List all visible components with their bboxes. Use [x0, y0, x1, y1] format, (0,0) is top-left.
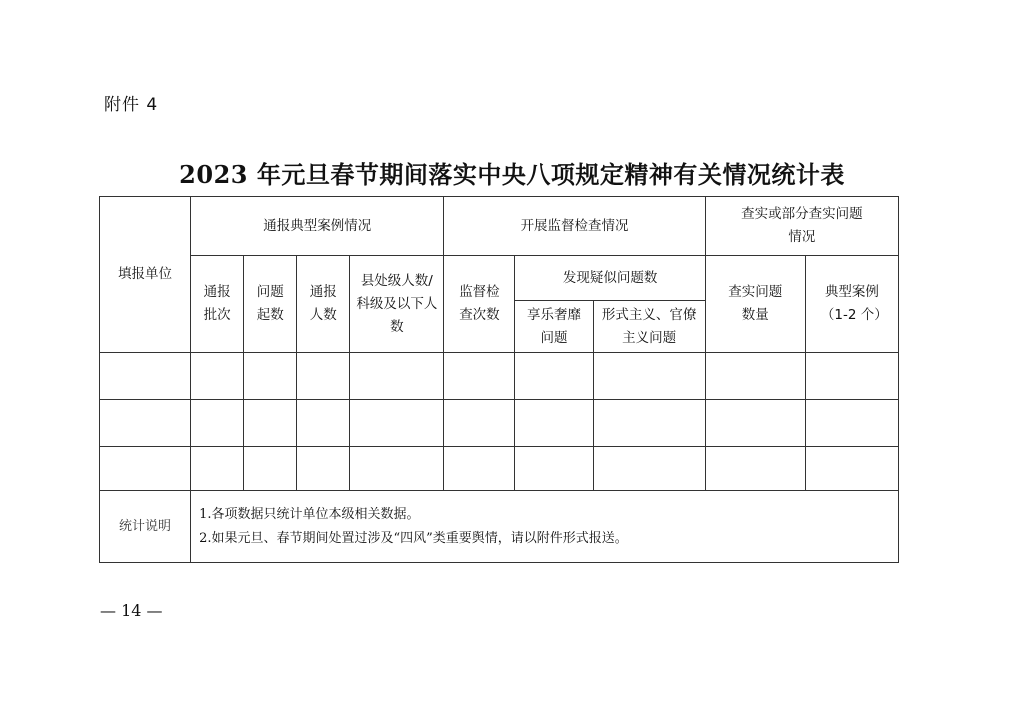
header-batches: 通报批次 — [191, 256, 244, 353]
data-cell — [244, 353, 297, 400]
data-cell — [805, 353, 898, 400]
header-levels: 县处级人数/科级及以下人数 — [350, 256, 444, 353]
data-cell — [297, 447, 350, 491]
notes-row — [100, 491, 899, 563]
header-cases: 问题起数 — [244, 256, 297, 353]
data-cell — [191, 400, 244, 447]
header-people: 通报人数 — [297, 256, 350, 353]
data-cell — [593, 353, 705, 400]
header-group-notify: 通报典型案例情况 — [191, 197, 444, 256]
page-number: — 14 — — [100, 601, 163, 620]
header-inspections: 监督检查次数 — [444, 256, 515, 353]
data-cell — [593, 447, 705, 491]
header-row-2 — [100, 256, 899, 301]
data-cell — [593, 400, 705, 447]
header-unit: 填报单位 — [100, 197, 191, 353]
header-group-supervise: 开展监督检查情况 — [444, 197, 705, 256]
data-cell — [350, 353, 444, 400]
data-cell — [191, 353, 244, 400]
data-cell — [100, 353, 191, 400]
table-row — [100, 353, 899, 400]
note-line: 1.各项数据只统计单位本级相关数据。 — [199, 506, 420, 522]
header-hedonism: 享乐奢靡问题 — [515, 301, 593, 353]
header-group-suspected: 发现疑似问题数 — [515, 256, 705, 301]
data-cell — [100, 447, 191, 491]
data-cell — [515, 400, 593, 447]
header-typical-cases: 典型案例（1-2 个） — [805, 256, 898, 353]
header-formalism: 形式主义、官僚主义问题 — [593, 301, 705, 353]
data-cell — [444, 447, 515, 491]
attachment-label: 附件 4 — [104, 95, 159, 115]
data-cell — [705, 353, 805, 400]
data-cell — [350, 447, 444, 491]
table-row — [100, 447, 899, 491]
data-cell — [297, 353, 350, 400]
data-cell — [350, 400, 444, 447]
data-cell — [805, 447, 898, 491]
data-cell — [191, 447, 244, 491]
document-title: 2023 年元旦春节期间落实中央八项规定精神有关情况统计表 — [179, 160, 845, 189]
data-cell — [444, 400, 515, 447]
data-cell — [515, 447, 593, 491]
data-cell — [244, 400, 297, 447]
data-cell — [705, 447, 805, 491]
data-cell — [297, 400, 350, 447]
notes-content — [191, 491, 899, 563]
notes-label: 统计说明 — [100, 491, 191, 563]
data-cell — [515, 353, 593, 400]
statistics-table — [99, 196, 899, 563]
data-cell — [444, 353, 515, 400]
data-cell — [805, 400, 898, 447]
data-cell — [100, 400, 191, 447]
header-row-1 — [100, 197, 899, 256]
data-cell — [705, 400, 805, 447]
header-verified-count: 查实问题数量 — [705, 256, 805, 353]
header-group-verify: 查实或部分查实问题情况 — [705, 197, 898, 256]
note-line: 2.如果元旦、春节期间处置过涉及“四风”类重要舆情，请以附件形式报送。 — [199, 530, 628, 546]
table-row — [100, 400, 899, 447]
data-cell — [244, 447, 297, 491]
